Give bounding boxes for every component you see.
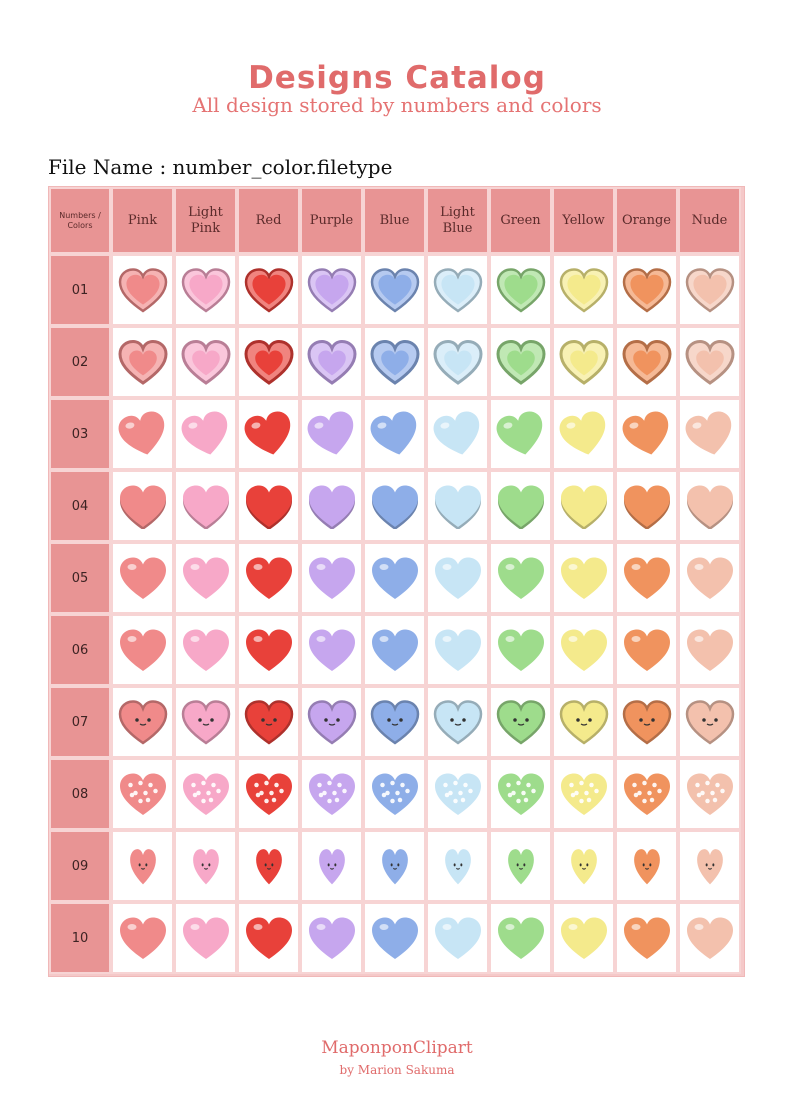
heart-design-cell — [111, 614, 174, 686]
heart-design-cell — [426, 758, 489, 830]
column-label: Pink — [127, 212, 158, 228]
heart-design-cell — [237, 542, 300, 614]
heart-icon — [370, 483, 420, 529]
column-label: Light Pink — [188, 204, 223, 236]
heart-design-cell — [426, 470, 489, 542]
heart-icon — [685, 843, 735, 889]
table-row — [49, 470, 741, 542]
heart-icon — [685, 555, 735, 601]
heart-icon — [118, 267, 168, 313]
heart-icon — [370, 699, 420, 745]
heart-icon — [685, 267, 735, 313]
heart-design-cell — [489, 614, 552, 686]
column-header-nude — [678, 187, 741, 254]
heart-design-cell — [174, 398, 237, 470]
heart-design-cell — [426, 542, 489, 614]
row-number: 10 — [49, 902, 111, 974]
heart-design-cell — [552, 902, 615, 974]
heart-design-cell — [111, 902, 174, 974]
heart-icon — [370, 627, 420, 673]
heart-design-cell — [615, 614, 678, 686]
heart-icon — [622, 627, 672, 673]
table-row — [49, 398, 741, 470]
heart-design-cell — [552, 614, 615, 686]
heart-icon — [622, 267, 672, 313]
heart-icon — [307, 771, 357, 817]
heart-icon — [370, 411, 420, 457]
heart-icon — [559, 627, 609, 673]
heart-icon — [559, 339, 609, 385]
column-header-red — [237, 187, 300, 254]
heart-design-cell — [615, 686, 678, 758]
row-number: 02 — [49, 326, 111, 398]
table-row — [49, 614, 741, 686]
heart-icon — [559, 915, 609, 961]
heart-design-cell — [111, 398, 174, 470]
row-number: 06 — [49, 614, 111, 686]
heart-icon — [244, 699, 294, 745]
heart-icon — [244, 339, 294, 385]
page-subtitle: All design stored by numbers and colors — [192, 93, 602, 117]
corner-label: Numbers / Colors — [59, 210, 101, 230]
heart-icon — [496, 771, 546, 817]
heart-icon — [559, 699, 609, 745]
heart-icon — [370, 267, 420, 313]
heart-design-cell — [552, 758, 615, 830]
heart-design-cell — [174, 542, 237, 614]
table-row — [49, 686, 741, 758]
heart-icon — [181, 843, 231, 889]
heart-icon — [244, 843, 294, 889]
heart-icon — [244, 771, 294, 817]
heart-design-cell — [174, 902, 237, 974]
heart-design-cell — [111, 326, 174, 398]
heart-icon — [370, 339, 420, 385]
heart-design-cell — [237, 326, 300, 398]
heart-icon — [181, 699, 231, 745]
heart-icon — [496, 483, 546, 529]
heart-design-cell — [300, 830, 363, 902]
heart-icon — [433, 843, 483, 889]
column-header-green — [489, 187, 552, 254]
heart-icon — [433, 699, 483, 745]
heart-icon — [559, 411, 609, 457]
heart-design-cell — [615, 830, 678, 902]
heart-design-cell — [678, 830, 741, 902]
heart-icon — [685, 771, 735, 817]
heart-icon — [181, 555, 231, 601]
heart-design-cell — [678, 686, 741, 758]
heart-icon — [244, 411, 294, 457]
heart-design-cell — [237, 398, 300, 470]
column-header-orange — [615, 187, 678, 254]
heart-icon — [685, 339, 735, 385]
heart-design-cell — [552, 254, 615, 326]
heart-icon — [181, 627, 231, 673]
row-number: 07 — [49, 686, 111, 758]
heart-icon — [307, 915, 357, 961]
heart-design-cell — [237, 830, 300, 902]
heart-design-cell — [489, 398, 552, 470]
heart-icon — [496, 555, 546, 601]
heart-design-cell — [426, 326, 489, 398]
heart-design-cell — [678, 254, 741, 326]
heart-icon — [307, 699, 357, 745]
column-label: Red — [255, 212, 282, 228]
heart-icon — [433, 771, 483, 817]
heart-icon — [370, 843, 420, 889]
row-number: 04 — [49, 470, 111, 542]
heart-icon — [622, 771, 672, 817]
heart-design-cell — [174, 758, 237, 830]
heart-design-cell — [300, 614, 363, 686]
heart-icon — [496, 339, 546, 385]
heart-icon — [118, 771, 168, 817]
table-row — [49, 830, 741, 902]
heart-icon — [370, 915, 420, 961]
heart-design-cell — [363, 326, 426, 398]
heart-icon — [307, 267, 357, 313]
heart-icon — [118, 699, 168, 745]
heart-icon — [307, 339, 357, 385]
heart-icon — [244, 555, 294, 601]
column-label: Nude — [691, 212, 728, 228]
column-header-blue — [363, 187, 426, 254]
heart-design-cell — [489, 326, 552, 398]
heart-design-cell — [552, 470, 615, 542]
heart-design-cell — [552, 398, 615, 470]
heart-icon — [118, 339, 168, 385]
heart-design-cell — [111, 542, 174, 614]
heart-icon — [433, 267, 483, 313]
heart-design-cell — [615, 470, 678, 542]
column-label: Yellow — [562, 212, 605, 228]
column-header-light-blue — [426, 187, 489, 254]
heart-design-cell — [237, 758, 300, 830]
heart-design-cell — [489, 254, 552, 326]
heart-icon — [496, 699, 546, 745]
row-number: 08 — [49, 758, 111, 830]
heart-design-cell — [552, 830, 615, 902]
heart-icon — [181, 267, 231, 313]
heart-icon — [559, 771, 609, 817]
heart-icon — [433, 555, 483, 601]
footer-author: by Marion Sakuma — [339, 1063, 455, 1077]
heart-icon — [622, 699, 672, 745]
heart-design-cell — [363, 254, 426, 326]
heart-icon — [622, 555, 672, 601]
designs-catalog-table — [48, 186, 745, 977]
heart-design-cell — [300, 470, 363, 542]
heart-design-cell — [678, 470, 741, 542]
page-title: Designs Catalog — [248, 60, 546, 96]
heart-design-cell — [615, 902, 678, 974]
heart-icon — [496, 915, 546, 961]
heart-icon — [181, 771, 231, 817]
heart-icon — [496, 267, 546, 313]
heart-icon — [559, 267, 609, 313]
heart-icon — [559, 555, 609, 601]
heart-design-cell — [300, 326, 363, 398]
heart-design-cell — [615, 326, 678, 398]
heart-design-cell — [489, 542, 552, 614]
heart-design-cell — [237, 902, 300, 974]
heart-design-cell — [363, 614, 426, 686]
heart-design-cell — [300, 254, 363, 326]
heart-design-cell — [678, 326, 741, 398]
heart-design-cell — [678, 398, 741, 470]
heart-design-cell — [300, 686, 363, 758]
heart-design-cell — [489, 686, 552, 758]
heart-icon — [244, 915, 294, 961]
heart-design-cell — [615, 542, 678, 614]
heart-icon — [181, 411, 231, 457]
row-number: 09 — [49, 830, 111, 902]
heart-icon — [307, 627, 357, 673]
heart-design-cell — [363, 686, 426, 758]
heart-icon — [307, 843, 357, 889]
heart-design-cell — [678, 758, 741, 830]
column-header-purple — [300, 187, 363, 254]
heart-design-cell — [678, 902, 741, 974]
heart-design-cell — [174, 326, 237, 398]
heart-design-cell — [426, 254, 489, 326]
heart-icon — [118, 843, 168, 889]
heart-icon — [433, 627, 483, 673]
heart-design-cell — [552, 542, 615, 614]
heart-icon — [181, 339, 231, 385]
heart-icon — [118, 915, 168, 961]
heart-design-cell — [300, 398, 363, 470]
heart-icon — [622, 339, 672, 385]
heart-design-cell — [426, 398, 489, 470]
row-number: 03 — [49, 398, 111, 470]
heart-icon — [433, 411, 483, 457]
heart-icon — [370, 555, 420, 601]
heart-icon — [118, 411, 168, 457]
heart-design-cell — [489, 830, 552, 902]
heart-icon — [118, 627, 168, 673]
heart-icon — [181, 915, 231, 961]
row-number: 01 — [49, 254, 111, 326]
column-label: Purple — [309, 212, 354, 228]
row-number: 05 — [49, 542, 111, 614]
heart-icon — [559, 483, 609, 529]
column-header-light-pink — [174, 187, 237, 254]
column-label: Orange — [621, 212, 671, 228]
heart-design-cell — [363, 470, 426, 542]
heart-design-cell — [678, 542, 741, 614]
heart-design-cell — [426, 686, 489, 758]
heart-icon — [622, 843, 672, 889]
heart-design-cell — [237, 614, 300, 686]
table-row — [49, 326, 741, 398]
table-row — [49, 542, 741, 614]
heart-icon — [622, 483, 672, 529]
heart-design-cell — [174, 614, 237, 686]
table-row — [49, 254, 741, 326]
heart-design-cell — [363, 542, 426, 614]
heart-design-cell — [237, 470, 300, 542]
heart-design-cell — [678, 614, 741, 686]
heart-icon — [685, 411, 735, 457]
heart-design-cell — [111, 254, 174, 326]
heart-design-cell — [237, 254, 300, 326]
heart-icon — [433, 339, 483, 385]
heart-design-cell — [363, 398, 426, 470]
heart-icon — [244, 483, 294, 529]
column-label: Blue — [379, 212, 410, 228]
heart-icon — [433, 915, 483, 961]
heart-icon — [244, 627, 294, 673]
heart-design-cell — [489, 902, 552, 974]
heart-design-cell — [615, 398, 678, 470]
heart-design-cell — [426, 614, 489, 686]
heart-design-cell — [363, 758, 426, 830]
heart-icon — [433, 483, 483, 529]
heart-icon — [118, 483, 168, 529]
table-header-row — [49, 187, 741, 254]
heart-icon — [685, 483, 735, 529]
heart-design-cell — [174, 830, 237, 902]
heart-design-cell — [552, 686, 615, 758]
heart-icon — [622, 411, 672, 457]
heart-icon — [559, 843, 609, 889]
heart-design-cell — [489, 758, 552, 830]
heart-icon — [244, 267, 294, 313]
heart-icon — [181, 483, 231, 529]
heart-design-cell — [111, 758, 174, 830]
heart-icon — [307, 555, 357, 601]
heart-design-cell — [615, 254, 678, 326]
heart-design-cell — [489, 470, 552, 542]
heart-icon — [685, 627, 735, 673]
heart-icon — [307, 483, 357, 529]
heart-design-cell — [174, 254, 237, 326]
file-name-label: File Name : number_color.filetype — [48, 155, 393, 179]
heart-design-cell — [426, 902, 489, 974]
heart-design-cell — [174, 470, 237, 542]
column-label: Light Blue — [440, 204, 475, 236]
heart-design-cell — [111, 686, 174, 758]
table-row — [49, 902, 741, 974]
column-label: Green — [500, 212, 541, 228]
heart-icon — [496, 843, 546, 889]
heart-design-cell — [237, 686, 300, 758]
heart-design-cell — [363, 830, 426, 902]
footer-brand: MaponponClipart — [321, 1038, 473, 1058]
heart-icon — [685, 915, 735, 961]
heart-design-cell — [552, 326, 615, 398]
heart-design-cell — [615, 758, 678, 830]
heart-design-cell — [300, 542, 363, 614]
heart-icon — [307, 411, 357, 457]
column-header-pink — [111, 187, 174, 254]
heart-design-cell — [300, 758, 363, 830]
heart-design-cell — [363, 902, 426, 974]
heart-design-cell — [111, 470, 174, 542]
column-header-yellow — [552, 187, 615, 254]
heart-design-cell — [111, 830, 174, 902]
heart-icon — [496, 627, 546, 673]
table-row — [49, 758, 741, 830]
heart-icon — [118, 555, 168, 601]
column-header-corner — [49, 187, 111, 254]
heart-icon — [496, 411, 546, 457]
heart-design-cell — [174, 686, 237, 758]
heart-icon — [622, 915, 672, 961]
heart-design-cell — [300, 902, 363, 974]
heart-design-cell — [426, 830, 489, 902]
heart-icon — [370, 771, 420, 817]
heart-icon — [685, 699, 735, 745]
